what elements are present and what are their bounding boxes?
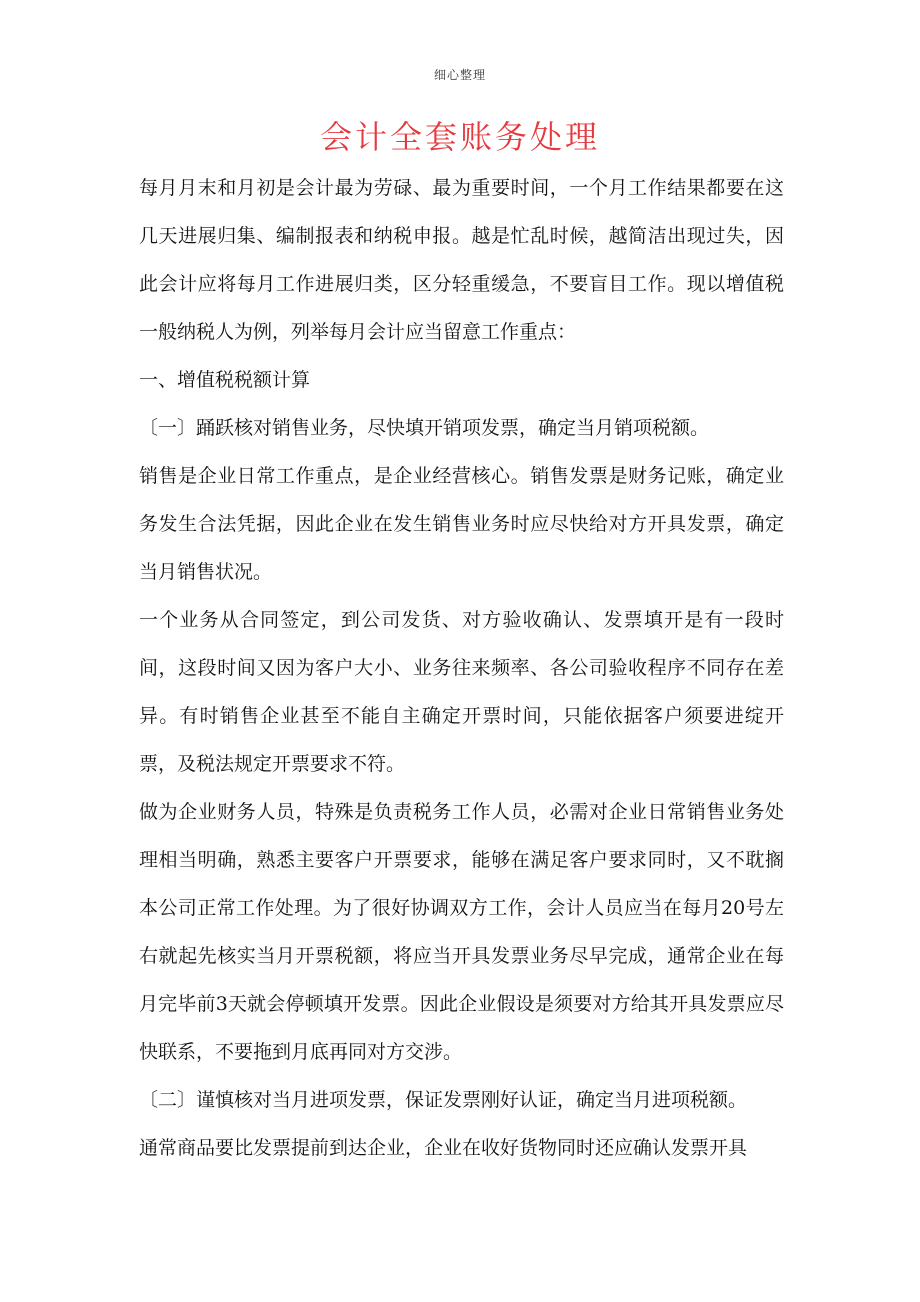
paragraph-finance-staff: 做为企业财务人员，特殊是负责税务工作人员，必需对企业日常销售业务处理相当明确，熟悉主要客户开票要求，能够在满足客户要求同时，又不耽搁本公司正常工作处理。为了很好协调双方工作，会计人员应当在每月20号左右就起先核实当月开票税额，将应当开具发票业务尽早完成，通常企业在每月完毕前3天就会停顿填开发票。因此企业假设是须要对方给其开具发票应尽快联系，不要拖到月底再同对方交涉。: [139, 801, 784, 1063]
paragraph-sales: 销售是企业日常工作重点，是企业经营核心。销售发票是财务记账，确定业务发生合法凭据，因此企业在发生销售业务时应尽快给对方开具发票，确定当月销售状况。: [139, 465, 784, 583]
paragraph-goods-arrival: 通常商品要比发票提前到达企业，企业在收好货物同时还应确认发票开具: [139, 1137, 748, 1159]
paragraph-invoice-timing: 一个业务从合同签定，到公司发货、对方验收确认、发票填开是有一段时间，这段时间又因为客户大小、业务往来频率、各公司验收程序不同存在差异。有时销售企业甚至不能自主确定开票时间，只能依据客户须要进绽开票，及税法规定开票要求不符。: [139, 609, 784, 775]
subsection-heading-input-tax: 〔二〕谨慎核对当月进项发票，保证发票刚好认证，确定当月进项税额。: [139, 1089, 748, 1111]
document-title: 会计全套账务处理: [319, 118, 600, 156]
section-heading-vat: 一、增值税税额计算: [139, 369, 311, 391]
page-header: 细心整理: [433, 68, 486, 82]
document-body: [139, 164, 784, 1172]
subsection-heading-output-tax: 〔一〕踊跃核对销售业务，尽快填开销项发票，确定当月销项税额。: [139, 417, 710, 439]
paragraph-intro: 每月月末和月初是会计最为劳碌、最为重要时间，一个月工作结果都要在这几天进展归集、编制报表和纳税申报。越是忙乱时候，越简洁出现过失，因此会计应将每月工作进展归类，区分轻重缓急，不要盲目工作。现以增值税一般纳税人为例，列举每月会计应当留意工作重点：: [139, 177, 784, 343]
